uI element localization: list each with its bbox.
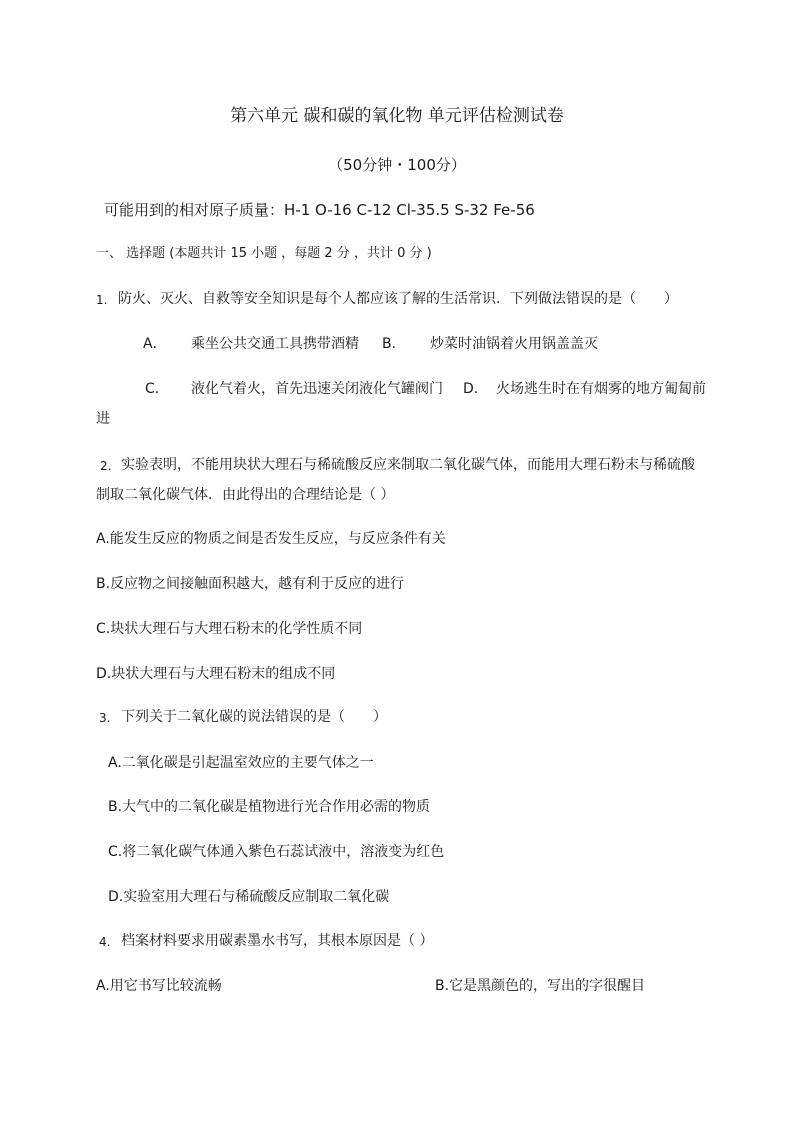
page-title: 第六单元 碳和碳的氧化物 单元评估检测试卷	[230, 106, 564, 126]
option-text: 液化气着火，首先迅速关闭液化气罐阀门	[191, 381, 443, 397]
option: A.二氧化碳是引起温室效应的主要气体之一	[108, 755, 374, 771]
section-heading: 一、 选择题 (本题共计 15 小题 ，每题 2 分 ，共计 0 分 )	[96, 246, 432, 261]
option: C.将二氧化碳气体通入紫色石蕊试液中，溶液变为红色	[108, 844, 445, 860]
option-letter: D．	[463, 381, 488, 397]
question-stem-continued: 制取二氧化碳气体．由此得出的合理结论是（ ）	[96, 487, 395, 503]
option: B.大气中的二氧化碳是植物进行光合作用必需的物质	[108, 799, 431, 815]
option: B.反应物之间接触面积越大，越有利于反应的进行	[96, 576, 405, 592]
question-stem: 实验表明，不能用块状大理石与稀硫酸反应来制取二氧化碳气体，而能用大理石粉末与稀硫酸	[121, 457, 695, 473]
exam-duration-score: （50分钟・100分）	[328, 156, 466, 174]
option: B.它是黑颜色的，写出的字很醒目	[435, 978, 646, 994]
question-stem: 防火、灭火、自救等安全知识是每个人都应该了解的生活常识．下列做法错误的是（ ）	[118, 291, 678, 307]
question-number: 3.	[99, 711, 111, 725]
question-stem: 下列关于二氧化碳的说法错误的是（ ）	[121, 709, 387, 725]
option: A.用它书写比较流畅	[96, 978, 222, 994]
option: D.块状大理石与大理石粉末的组成不同	[96, 666, 336, 682]
option-text: 乘坐公共交通工具携带酒精	[191, 336, 359, 352]
option-text: 火场逃生时在有烟雾的地方匍匐前	[496, 381, 706, 397]
option-continuation: 进	[96, 411, 110, 427]
option-letter: B．	[382, 336, 406, 352]
atomic-masses-note: 可能用到的相对原子质量：H-1 O-16 C-12 Cl-35.5 S-32 Fe-56	[104, 201, 535, 219]
option-letter: C．	[145, 381, 169, 397]
question-number: 2.	[100, 459, 112, 473]
question-number: 4.	[99, 935, 111, 949]
option-letter: A．	[143, 336, 167, 352]
option: A.能发生反应的物质之间是否发生反应，与反应条件有关	[96, 531, 446, 547]
option: C.块状大理石与大理石粉末的化学性质不同	[96, 621, 363, 637]
option: D.实验室用大理石与稀硫酸反应制取二氧化碳	[108, 889, 390, 905]
option-text: 炒菜时油锅着火用锅盖盖灭	[430, 336, 598, 352]
question-stem: 档案材料要求用碳素墨水书写，其根本原因是（ ）	[121, 933, 434, 949]
question-number: 1.	[96, 293, 108, 307]
